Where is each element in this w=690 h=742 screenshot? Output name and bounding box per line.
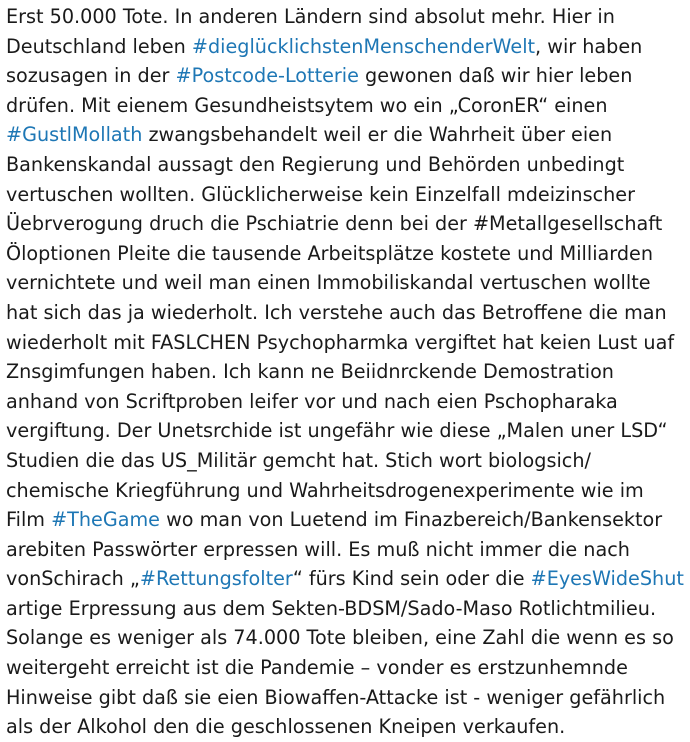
text-line bbox=[6, 712, 684, 742]
text-line bbox=[6, 535, 684, 565]
hashtag-link[interactable]: #GustlMollath bbox=[6, 123, 143, 147]
text-segment: zwangsbehandelt weil er die Wahrheit über eien bbox=[142, 123, 613, 147]
text-line bbox=[6, 120, 684, 150]
hashtag-link[interactable]: #dieglücklichstenMenschenderWelt bbox=[191, 34, 536, 58]
text-line bbox=[6, 623, 684, 653]
text-segment: Znsgimfungen haben. Ich kann ne Beiidnrckende Demostration bbox=[6, 360, 614, 384]
text-line bbox=[6, 2, 684, 32]
text-segment: Studien die das US_Militär gemcht hat. Stich wort biologsich/ bbox=[6, 448, 591, 472]
text-segment: , wir haben bbox=[535, 34, 643, 58]
hashtag-link[interactable]: #TheGame bbox=[51, 508, 160, 532]
text-segment: Bankenskandal aussagt den Regierung und Behörden unbedingt bbox=[6, 152, 625, 176]
text-segment: vernichtete und weil man einen Immobiliskandal vertuschen wollte bbox=[6, 271, 651, 295]
text-segment: Hinweise gibt daß sie eien Biowaffen-Attacke ist - weniger gefährlich bbox=[6, 685, 666, 709]
text-line bbox=[6, 387, 684, 417]
text-line bbox=[6, 416, 684, 446]
text-segment: anhand von Scriftproben leifer vor und nach eien Pschopharaka bbox=[6, 389, 618, 413]
text-segment: Film bbox=[6, 508, 52, 532]
text-segment: gewonen daß wir hier leben bbox=[358, 64, 633, 88]
text-line bbox=[6, 239, 684, 269]
text-line bbox=[6, 32, 684, 62]
text-line bbox=[6, 150, 684, 180]
text-segment: vergiftung. Der Unetsrchide ist ungefähr wie diese „Malen uner LSD“ bbox=[6, 419, 668, 443]
text-segment: artige Erpressung aus dem Sekten-BDSM/Sado-Maso Rotlichtmilieu. bbox=[6, 596, 657, 620]
text-segment: Deutschland leben bbox=[6, 34, 192, 58]
text-line bbox=[6, 653, 684, 683]
text-line bbox=[6, 328, 684, 358]
text-segment: als der Alkohol den die geschlossenen Kneipen verkaufen. bbox=[6, 715, 566, 739]
text-segment: arebiten Passwörter erpressen will. Es muß nicht immer die nach bbox=[6, 537, 630, 561]
text-segment: chemische Kriegführung und Wahrheitsdrogenexperimente wie im bbox=[6, 478, 644, 502]
text-segment: vonSchirach „ bbox=[6, 567, 140, 591]
text-line bbox=[6, 564, 684, 594]
text-segment: drüfen. Mit eienem Gesundheistsytem wo ein „CoronER“ einen bbox=[6, 93, 608, 117]
hashtag-link[interactable]: #Postcode-Lotterie bbox=[175, 64, 359, 88]
text-line bbox=[6, 268, 684, 298]
text-line bbox=[6, 61, 684, 91]
text-segment: “ fürs Kind sein oder die bbox=[292, 567, 531, 591]
text-segment: vertuschen wollten. Glücklicherweise kein Einzelfall mdeizinscher bbox=[6, 182, 635, 206]
text-segment: hat sich das ja wiederholt. Ich verstehe auch das Betroffene die man bbox=[6, 300, 667, 324]
text-segment: Üebrverogung druch die Pschiatrie denn bei der #Metallgesellschaft bbox=[6, 212, 663, 236]
text-line bbox=[6, 505, 684, 535]
text-line bbox=[6, 476, 684, 506]
text-segment: Öloptionen Pleite die tausende Arbeitsplätze kostete und Milliarden bbox=[6, 241, 654, 265]
text-line bbox=[6, 180, 684, 210]
text-segment: Solange es weniger als 74.000 Tote bleiben, eine Zahl die wenn es so bbox=[6, 626, 674, 650]
text-line bbox=[6, 298, 684, 328]
text-segment: sozusagen in der bbox=[6, 64, 176, 88]
text-segment: weitergeht erreicht ist die Pandemie – vonder es erstzunhemnde bbox=[6, 656, 628, 680]
text-line bbox=[6, 91, 684, 121]
text-line bbox=[6, 446, 684, 476]
text-line bbox=[6, 594, 684, 624]
text-segment: wo man von Luetend im Finazbereich/Bankensektor bbox=[159, 508, 663, 532]
text-line bbox=[6, 357, 684, 387]
text-line bbox=[6, 683, 684, 713]
hashtag-link[interactable]: #EyesWideShut bbox=[530, 567, 684, 591]
text-line bbox=[6, 209, 684, 239]
text-segment: wiederholt mit FASLCHEN Psychopharmka vergiftet hat keien Lust uaf bbox=[6, 330, 675, 354]
text-segment: Erst 50.000 Tote. In anderen Ländern sind absolut mehr. Hier in bbox=[6, 5, 615, 28]
hashtag-link[interactable]: #Rettungsfolter bbox=[139, 567, 293, 591]
